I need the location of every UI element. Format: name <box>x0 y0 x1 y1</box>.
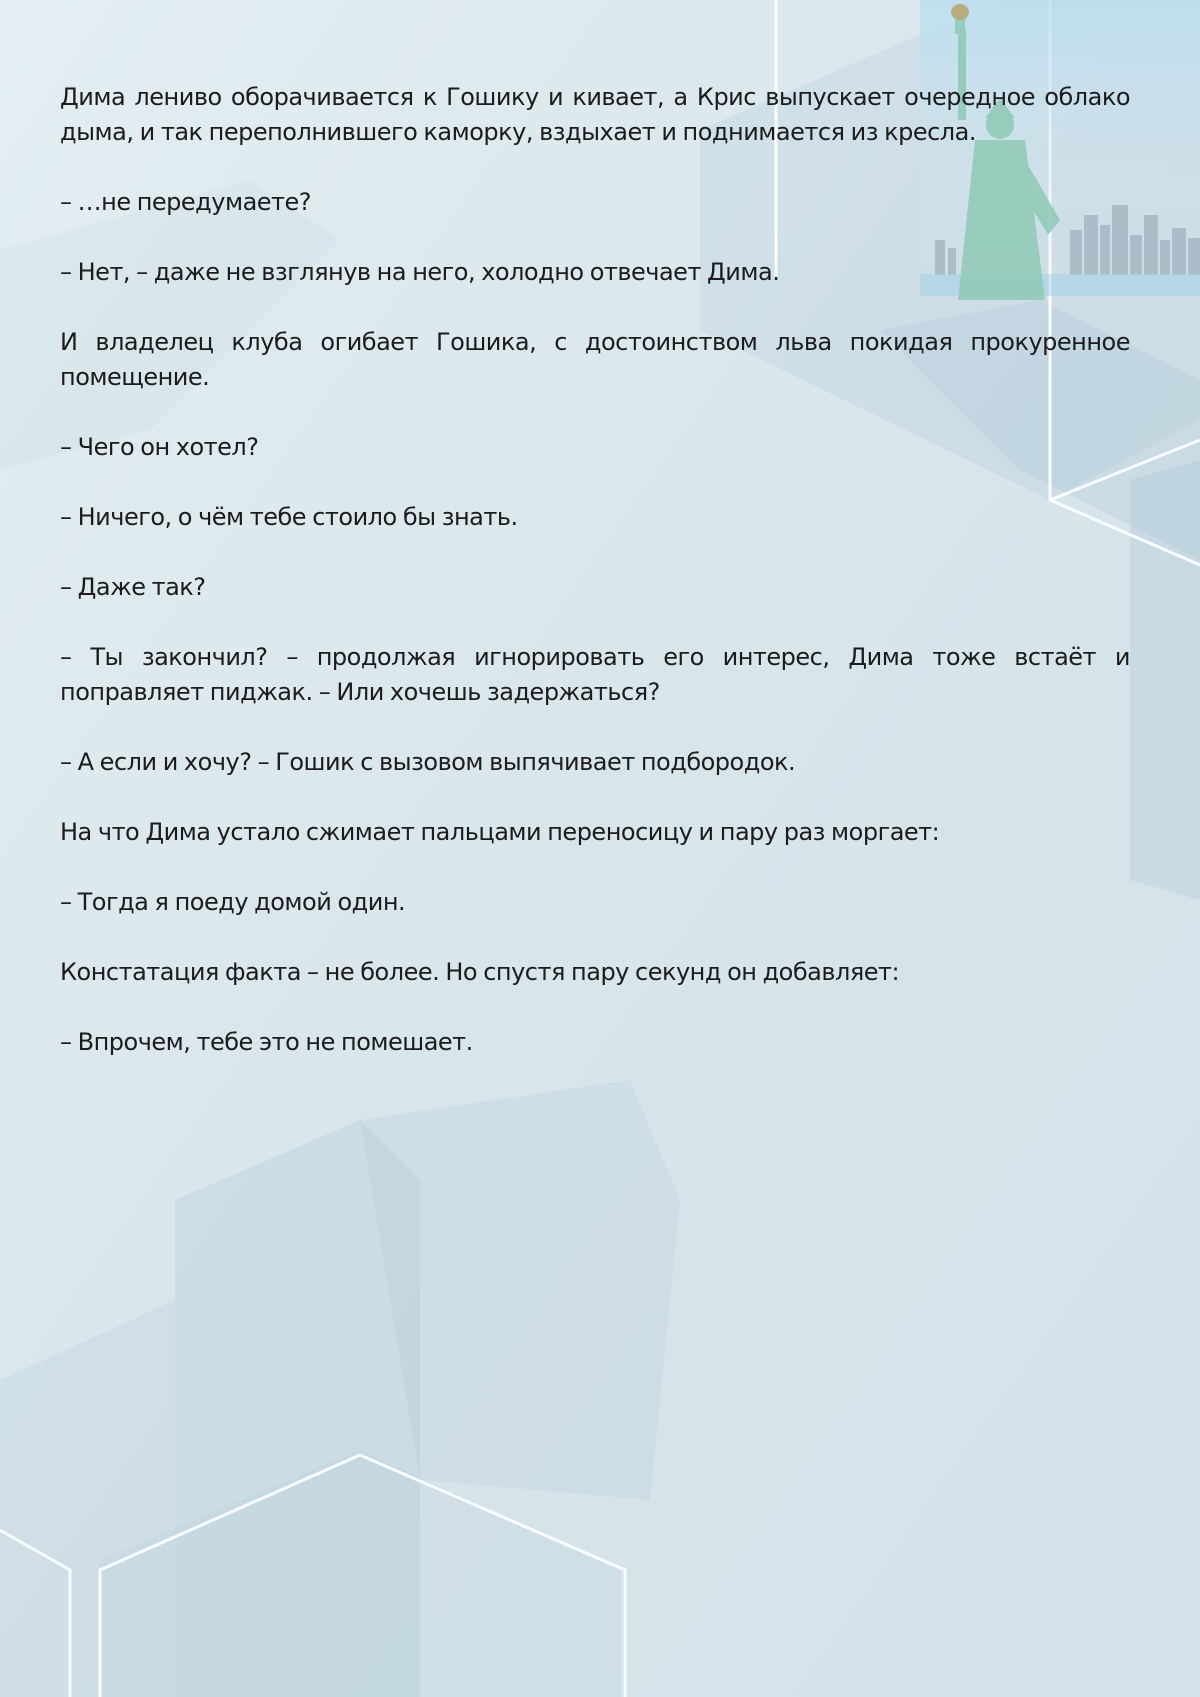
paragraph-9: – А если и хочу? – Гошик с вызовом выпячивает подбородок. <box>60 748 796 776</box>
paragraph-7: – Даже так? <box>60 573 206 601</box>
paragraph-8: – Ты закончил? – продолжая игнорировать его интерес, Дима тоже встаёт и поправляет пиджак. – Или хочешь задержаться? <box>60 643 1130 706</box>
paragraph-4: И владелец клуба огибает Гошика, с достоинством льва покидая прокуренное помещение. <box>60 328 1130 391</box>
paragraph-13: – Впрочем, тебе это не помешает. <box>60 1028 473 1056</box>
paragraph-2: – …не передумаете? <box>60 188 312 216</box>
paragraph-5: – Чего он хотел? <box>60 433 259 461</box>
paragraph-12: Констатация факта – не более. Но спустя пару секунд он добавляет: <box>60 958 900 986</box>
paragraph-11: – Тогда я поеду домой один. <box>60 888 406 916</box>
paragraph-10: На что Дима устало сжимает пальцами переносицу и пару раз моргает: <box>60 818 940 846</box>
document-text <box>60 80 1130 1095</box>
shape-mid-right <box>1130 460 1200 900</box>
paragraph-1: Дима лениво оборачивается к Гошику и кивает, а Крис выпускает очередное облако дыма, и так переполнившего каморку, вздыхает и поднимается из кресла. <box>60 83 1130 146</box>
paragraph-3: – Нет, – даже не взглянув на него, холодно отвечает Дима. <box>60 258 780 286</box>
paragraph-6: – Ничего, о чём тебе стоило бы знать. <box>60 503 518 531</box>
